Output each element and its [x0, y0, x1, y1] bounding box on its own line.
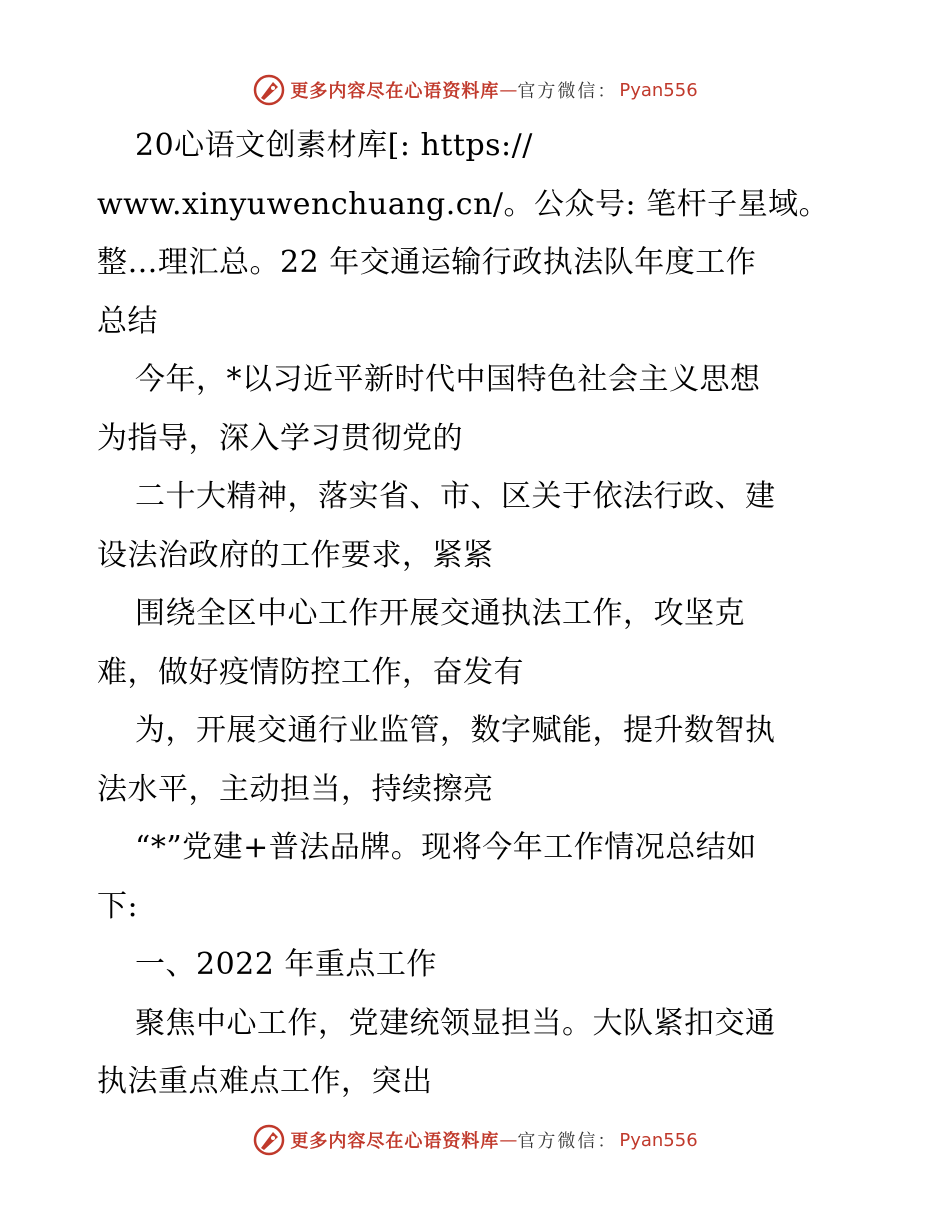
pen-nib-logo-icon [252, 1123, 286, 1157]
text-line: 法水平，主动担当，持续擦亮 [97, 771, 494, 807]
pen-nib-logo-icon [252, 73, 286, 107]
banner-official-label: 官方微信： [517, 1131, 618, 1152]
text-line: www.xinyuwenchuang.cn/。公众号: 笔杆子星域。 [97, 186, 830, 222]
header-watermark-banner [0, 70, 950, 110]
banner-dash: — [499, 1129, 518, 1151]
banner-official-label: 官方微信： [517, 81, 618, 102]
text-line: 为指导，深入学习贯彻党的 [97, 420, 463, 456]
document-body [97, 117, 857, 1112]
text-line: “*”党建+普法品牌。现将今年工作情况总结如 [135, 830, 757, 865]
text-line: 设法治政府的工作要求，紧紧 [97, 537, 494, 573]
text-line: 今年，*以习近平新时代中国特色社会主义思想 [135, 362, 761, 397]
section-heading: 一、2022 年重点工作 [135, 947, 437, 982]
text-line: 总结 [97, 303, 158, 339]
banner-dash: — [499, 79, 518, 101]
text-line: 20心语文创素材库[: https:// [135, 128, 533, 163]
text-line: 难，做好疫情防控工作，奋发有 [97, 654, 524, 690]
text-line: 围绕全区中心工作开展交通执法工作，攻坚克 [135, 596, 745, 631]
text-line: 聚焦中心工作，党建统领显担当。大队紧扣交通 [135, 1005, 776, 1041]
text-line: 二十大精神，落实省、市、区关于依法行政、建 [135, 479, 776, 514]
banner-slogan: 更多内容尽在心语资料库 [290, 81, 500, 102]
footer-watermark-banner [0, 1120, 950, 1160]
banner-slogan: 更多内容尽在心语资料库 [290, 1131, 500, 1152]
text-line: 整…理汇总。22 年交通运输行政执法队年度工作 [97, 245, 757, 280]
text-line: 执法重点难点工作，突出 [97, 1064, 433, 1099]
text-line: 下: [97, 888, 139, 924]
banner-wechat-id: Pyan556 [619, 79, 698, 101]
banner-wechat-id: Pyan556 [619, 1129, 698, 1151]
text-line: 为，开展交通行业监管，数字赋能，提升数智执 [135, 713, 776, 748]
